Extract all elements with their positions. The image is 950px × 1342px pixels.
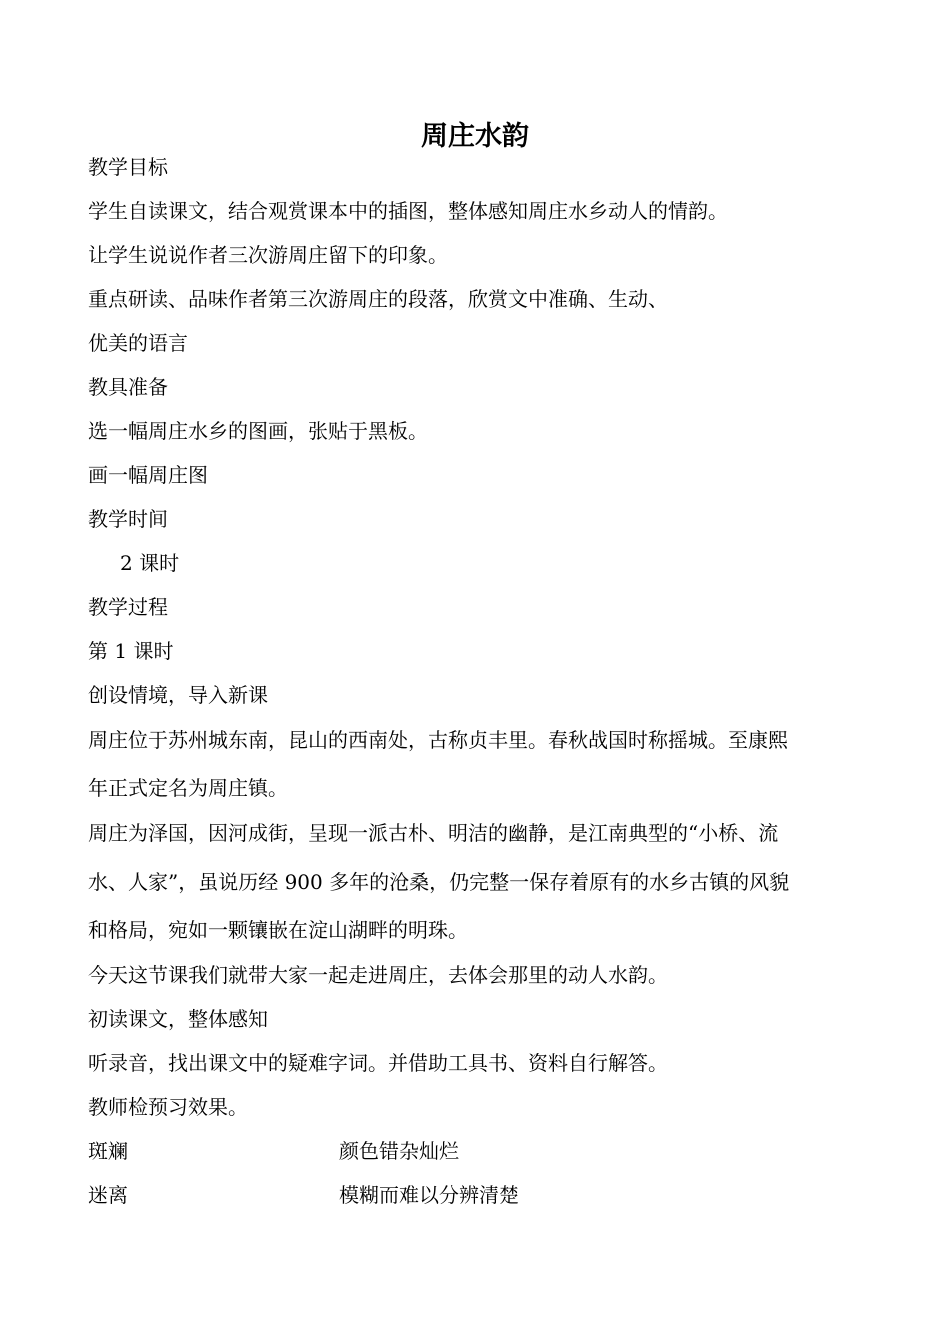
intro-paragraph-1-line-2: 年正式定名为周庄镇。: [88, 776, 288, 800]
heading-teaching-time: 教学时间: [88, 507, 168, 531]
aid-item-2: 画一幅周庄图: [88, 463, 208, 487]
goal-item-1: 学生自读课文，结合观赏课本中的插图，整体感知周庄水乡动人的情韵。: [88, 199, 728, 223]
goal-item-2: 让学生说说作者三次游周庄留下的印象。: [88, 243, 448, 267]
reading-item-2: 教师检预习效果。: [88, 1095, 248, 1119]
lesson-label: 第 1 课时: [88, 639, 174, 663]
aid-item-1: 选一幅周庄水乡的图画，张贴于黑板。: [88, 419, 428, 443]
goal-item-3-cont: 优美的语言: [88, 331, 188, 355]
document-title: 周庄水韵: [421, 121, 529, 152]
intro-paragraph-2-line-1: 周庄为泽国，因河成街，呈现一派古朴、明洁的幽静，是江南典型的“小桥、流: [88, 821, 779, 845]
vocab-meaning: 颜色错杂灿烂: [339, 1139, 459, 1163]
intro-paragraph-3: 今天这节课我们就带大家一起走进周庄，去体会那里的动人水韵。: [88, 963, 668, 987]
section-reading-heading: 初读课文，整体感知: [88, 1007, 268, 1031]
heading-teaching-aids: 教具准备: [88, 375, 168, 399]
reading-item-1: 听录音，找出课文中的疑难字词。并借助工具书、资料自行解答。: [88, 1051, 668, 1075]
heading-teaching-process: 教学过程: [88, 595, 168, 619]
vocab-meaning: 模糊而难以分辨清楚: [339, 1183, 519, 1207]
section-intro-heading: 创设情境，导入新课: [88, 683, 268, 707]
teaching-time-value: 2 课时: [120, 551, 180, 575]
vocab-term: 斑斓: [88, 1139, 128, 1163]
intro-paragraph-2-line-2: 水、人家”，虽说历经 900 多年的沧桑，仍完整一保存着原有的水乡古镇的风貌: [88, 870, 790, 894]
intro-paragraph-1-line-1: 周庄位于苏州城东南，昆山的西南处，古称贞丰里。春秋战国时称摇城。至康熙: [88, 728, 788, 752]
goal-item-3: 重点研读、品味作者第三次游周庄的段落，欣赏文中准确、生动、: [88, 287, 668, 311]
intro-paragraph-2-line-3: 和格局，宛如一颗镶嵌在淀山湖畔的明珠。: [88, 918, 468, 942]
vocab-term: 迷离: [88, 1183, 128, 1207]
heading-teaching-goals: 教学目标: [88, 155, 168, 179]
